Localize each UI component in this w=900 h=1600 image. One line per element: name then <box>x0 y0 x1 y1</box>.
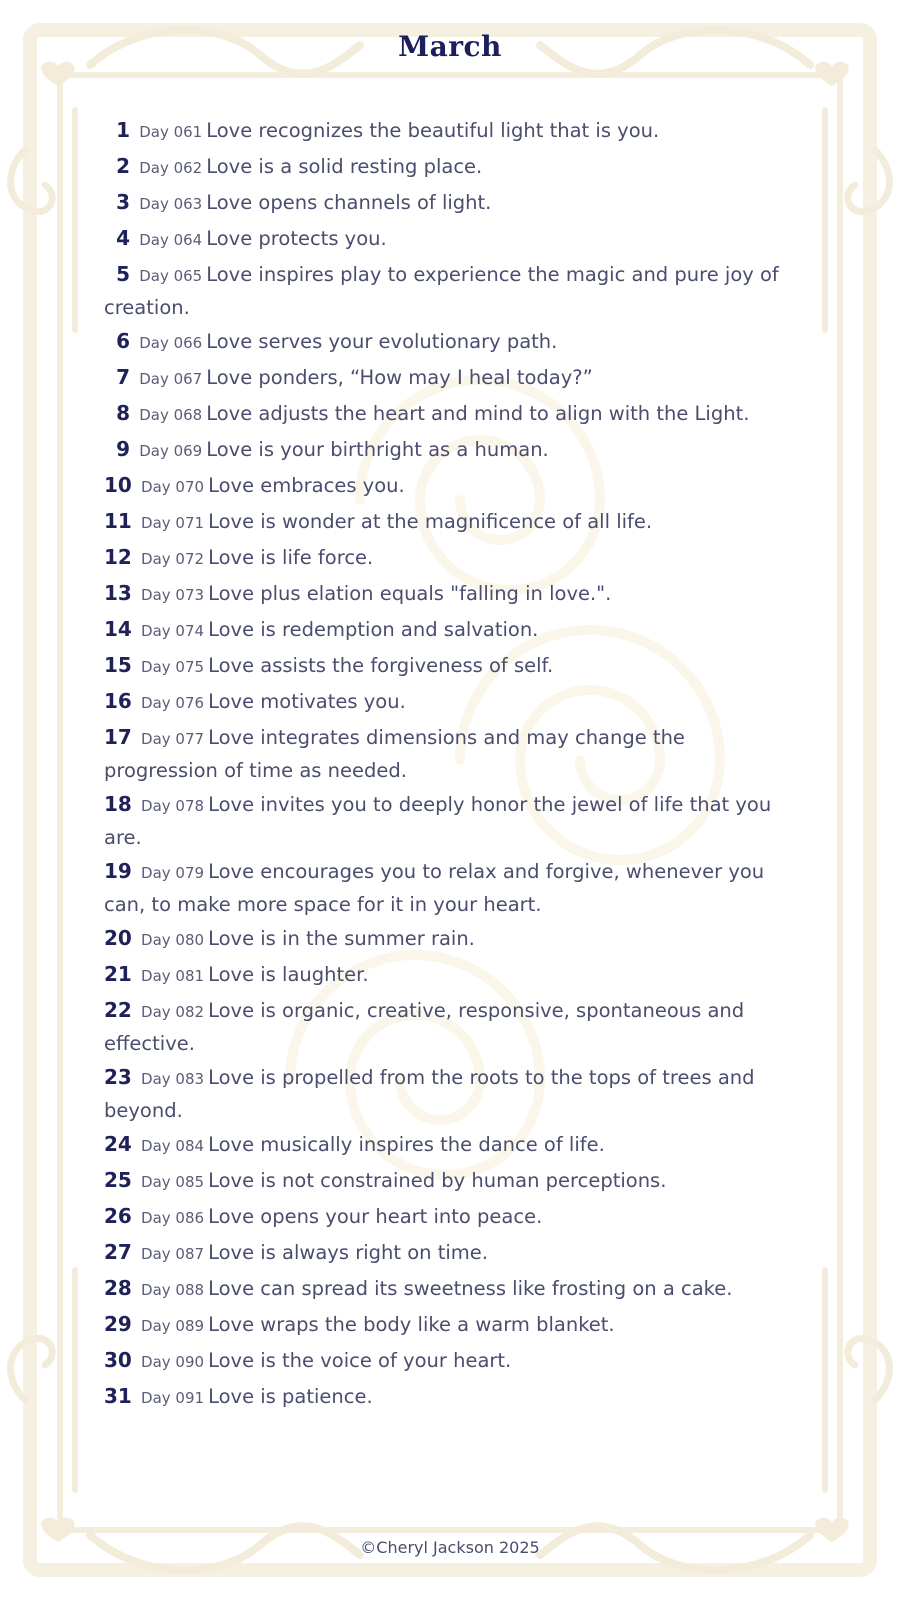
entry-day-label: Day 067 <box>139 370 203 388</box>
entry-text: Love is wonder at the magnificence of all life. <box>208 510 653 533</box>
list-item <box>104 362 794 395</box>
entry-day-label: Day 081 <box>141 967 205 985</box>
entry-number: 2 <box>116 154 130 178</box>
entry-day-label: Day 074 <box>141 622 205 640</box>
entry-text: Love musically inspires the dance of life. <box>208 1133 605 1156</box>
list-item <box>104 578 794 611</box>
list-item <box>104 259 794 323</box>
entry-number: 8 <box>116 401 130 425</box>
entry-text: Love motivates you. <box>208 690 406 713</box>
entry-number: 14 <box>104 617 132 641</box>
entry-number: 12 <box>104 545 132 569</box>
entry-text: Love opens your heart into peace. <box>208 1205 543 1228</box>
entry-day-label: Day 075 <box>141 658 205 676</box>
list-item <box>104 1165 794 1198</box>
list-item <box>104 506 794 539</box>
entry-number: 1 <box>116 118 130 142</box>
list-item <box>104 650 794 683</box>
list-item <box>104 1345 794 1378</box>
entry-text: Love integrates dimensions and may change the progression of time as needed. <box>104 726 685 782</box>
entry-day-label: Day 070 <box>141 478 205 496</box>
entry-text: Love recognizes the beautiful light that is you. <box>206 119 660 142</box>
entry-number: 15 <box>104 653 132 677</box>
entry-text: Love protects you. <box>206 227 387 250</box>
entry-text: Love is laughter. <box>208 963 369 986</box>
entry-text: Love is life force. <box>208 546 374 569</box>
entry-number: 4 <box>116 226 130 250</box>
entry-text: Love is patience. <box>208 1385 373 1408</box>
entry-text: Love invites you to deeply honor the jewel of life that you are. <box>104 793 772 849</box>
entry-number: 30 <box>104 1348 132 1372</box>
entry-text: Love embraces you. <box>208 474 405 497</box>
entry-text: Love is propelled from the roots to the tops of trees and beyond. <box>104 1066 755 1122</box>
entry-text: Love is the voice of your heart. <box>208 1349 512 1372</box>
entry-number: 31 <box>104 1384 132 1408</box>
entry-number: 27 <box>104 1240 132 1264</box>
list-item <box>104 1201 794 1234</box>
entry-text: Love is a solid resting place. <box>206 155 483 178</box>
entry-day-label: Day 063 <box>139 195 203 213</box>
entry-text: Love is redemption and salvation. <box>208 618 539 641</box>
list-item <box>104 326 794 359</box>
entry-day-label: Day 062 <box>139 159 203 177</box>
copyright-notice: ©Cheryl Jackson 2025 <box>360 1538 540 1557</box>
entry-text: Love is not constrained by human perceptions. <box>208 1169 667 1192</box>
entry-number: 16 <box>104 689 132 713</box>
entry-day-label: Day 071 <box>141 514 205 532</box>
list-item <box>104 959 794 992</box>
entry-text: Love wraps the body like a warm blanket. <box>208 1313 615 1336</box>
affirmation-list <box>104 115 794 1417</box>
page-title: March <box>398 30 502 63</box>
entry-number: 20 <box>104 926 132 950</box>
entry-day-label: Day 073 <box>141 586 205 604</box>
entry-number: 26 <box>104 1204 132 1228</box>
list-item <box>104 434 794 467</box>
entry-text: Love ponders, “How may I heal today?” <box>206 366 593 389</box>
entry-text: Love is organic, creative, responsive, spontaneous and effective. <box>104 999 745 1055</box>
entry-text: Love is always right on time. <box>208 1241 488 1264</box>
entry-text: Love plus elation equals "falling in love.". <box>208 582 612 605</box>
list-item <box>104 923 794 956</box>
entry-number: 13 <box>104 581 132 605</box>
list-item <box>104 1062 794 1126</box>
list-item <box>104 995 794 1059</box>
list-item <box>104 542 794 575</box>
entry-text: Love is your birthright as a human. <box>206 438 549 461</box>
entry-day-label: Day 078 <box>141 797 205 815</box>
list-item <box>104 614 794 647</box>
entry-number: 7 <box>116 365 130 389</box>
list-item <box>104 1309 794 1342</box>
entry-number: 28 <box>104 1276 132 1300</box>
entry-day-label: Day 085 <box>141 1173 205 1191</box>
entry-text: Love can spread its sweetness like frosting on a cake. <box>208 1277 733 1300</box>
list-item <box>104 789 794 853</box>
list-item <box>104 398 794 431</box>
entry-text: Love inspires play to experience the magic and pure joy of creation. <box>104 263 779 319</box>
list-item <box>104 187 794 220</box>
list-item <box>104 115 794 148</box>
entry-number: 3 <box>116 190 130 214</box>
entry-text: Love serves your evolutionary path. <box>206 330 558 353</box>
list-item <box>104 722 794 786</box>
entry-number: 9 <box>116 437 130 461</box>
entry-number: 22 <box>104 998 132 1022</box>
entry-number: 10 <box>104 473 132 497</box>
entry-day-label: Day 091 <box>141 1389 205 1407</box>
entry-text: Love encourages you to relax and forgive, whenever you can, to make more space for it in your heart. <box>104 860 765 916</box>
entry-number: 24 <box>104 1132 132 1156</box>
list-item <box>104 856 794 920</box>
entry-text: Love opens channels of light. <box>206 191 492 214</box>
entry-day-label: Day 087 <box>141 1245 205 1263</box>
entry-day-label: Day 068 <box>139 406 203 424</box>
list-item <box>104 1237 794 1270</box>
entry-number: 23 <box>104 1065 132 1089</box>
entry-day-label: Day 084 <box>141 1137 205 1155</box>
entry-day-label: Day 076 <box>141 694 205 712</box>
entry-number: 18 <box>104 792 132 816</box>
list-item <box>104 151 794 184</box>
list-item <box>104 223 794 256</box>
list-item <box>104 1381 794 1414</box>
entry-day-label: Day 090 <box>141 1353 205 1371</box>
entry-text: Love adjusts the heart and mind to align with the Light. <box>206 402 750 425</box>
entry-day-label: Day 083 <box>141 1070 205 1088</box>
list-item <box>104 1273 794 1306</box>
entry-day-label: Day 077 <box>141 730 205 748</box>
entry-day-label: Day 069 <box>139 442 203 460</box>
entry-number: 6 <box>116 329 130 353</box>
entry-number: 17 <box>104 725 132 749</box>
entry-day-label: Day 065 <box>139 267 203 285</box>
entry-text: Love is in the summer rain. <box>208 927 475 950</box>
entry-day-label: Day 089 <box>141 1317 205 1335</box>
entry-day-label: Day 066 <box>139 334 203 352</box>
list-item <box>104 470 794 503</box>
entry-day-label: Day 061 <box>139 123 203 141</box>
entry-text: Love assists the forgiveness of self. <box>208 654 554 677</box>
entry-number: 5 <box>116 262 130 286</box>
entry-day-label: Day 086 <box>141 1209 205 1227</box>
entry-day-label: Day 079 <box>141 864 205 882</box>
entry-day-label: Day 072 <box>141 550 205 568</box>
entry-day-label: Day 064 <box>139 231 203 249</box>
entry-number: 21 <box>104 962 132 986</box>
entry-number: 11 <box>104 509 132 533</box>
entry-day-label: Day 088 <box>141 1281 205 1299</box>
entry-number: 25 <box>104 1168 132 1192</box>
entry-day-label: Day 082 <box>141 1003 205 1021</box>
entry-number: 29 <box>104 1312 132 1336</box>
list-item <box>104 686 794 719</box>
entry-day-label: Day 080 <box>141 931 205 949</box>
entry-number: 19 <box>104 859 132 883</box>
list-item <box>104 1129 794 1162</box>
